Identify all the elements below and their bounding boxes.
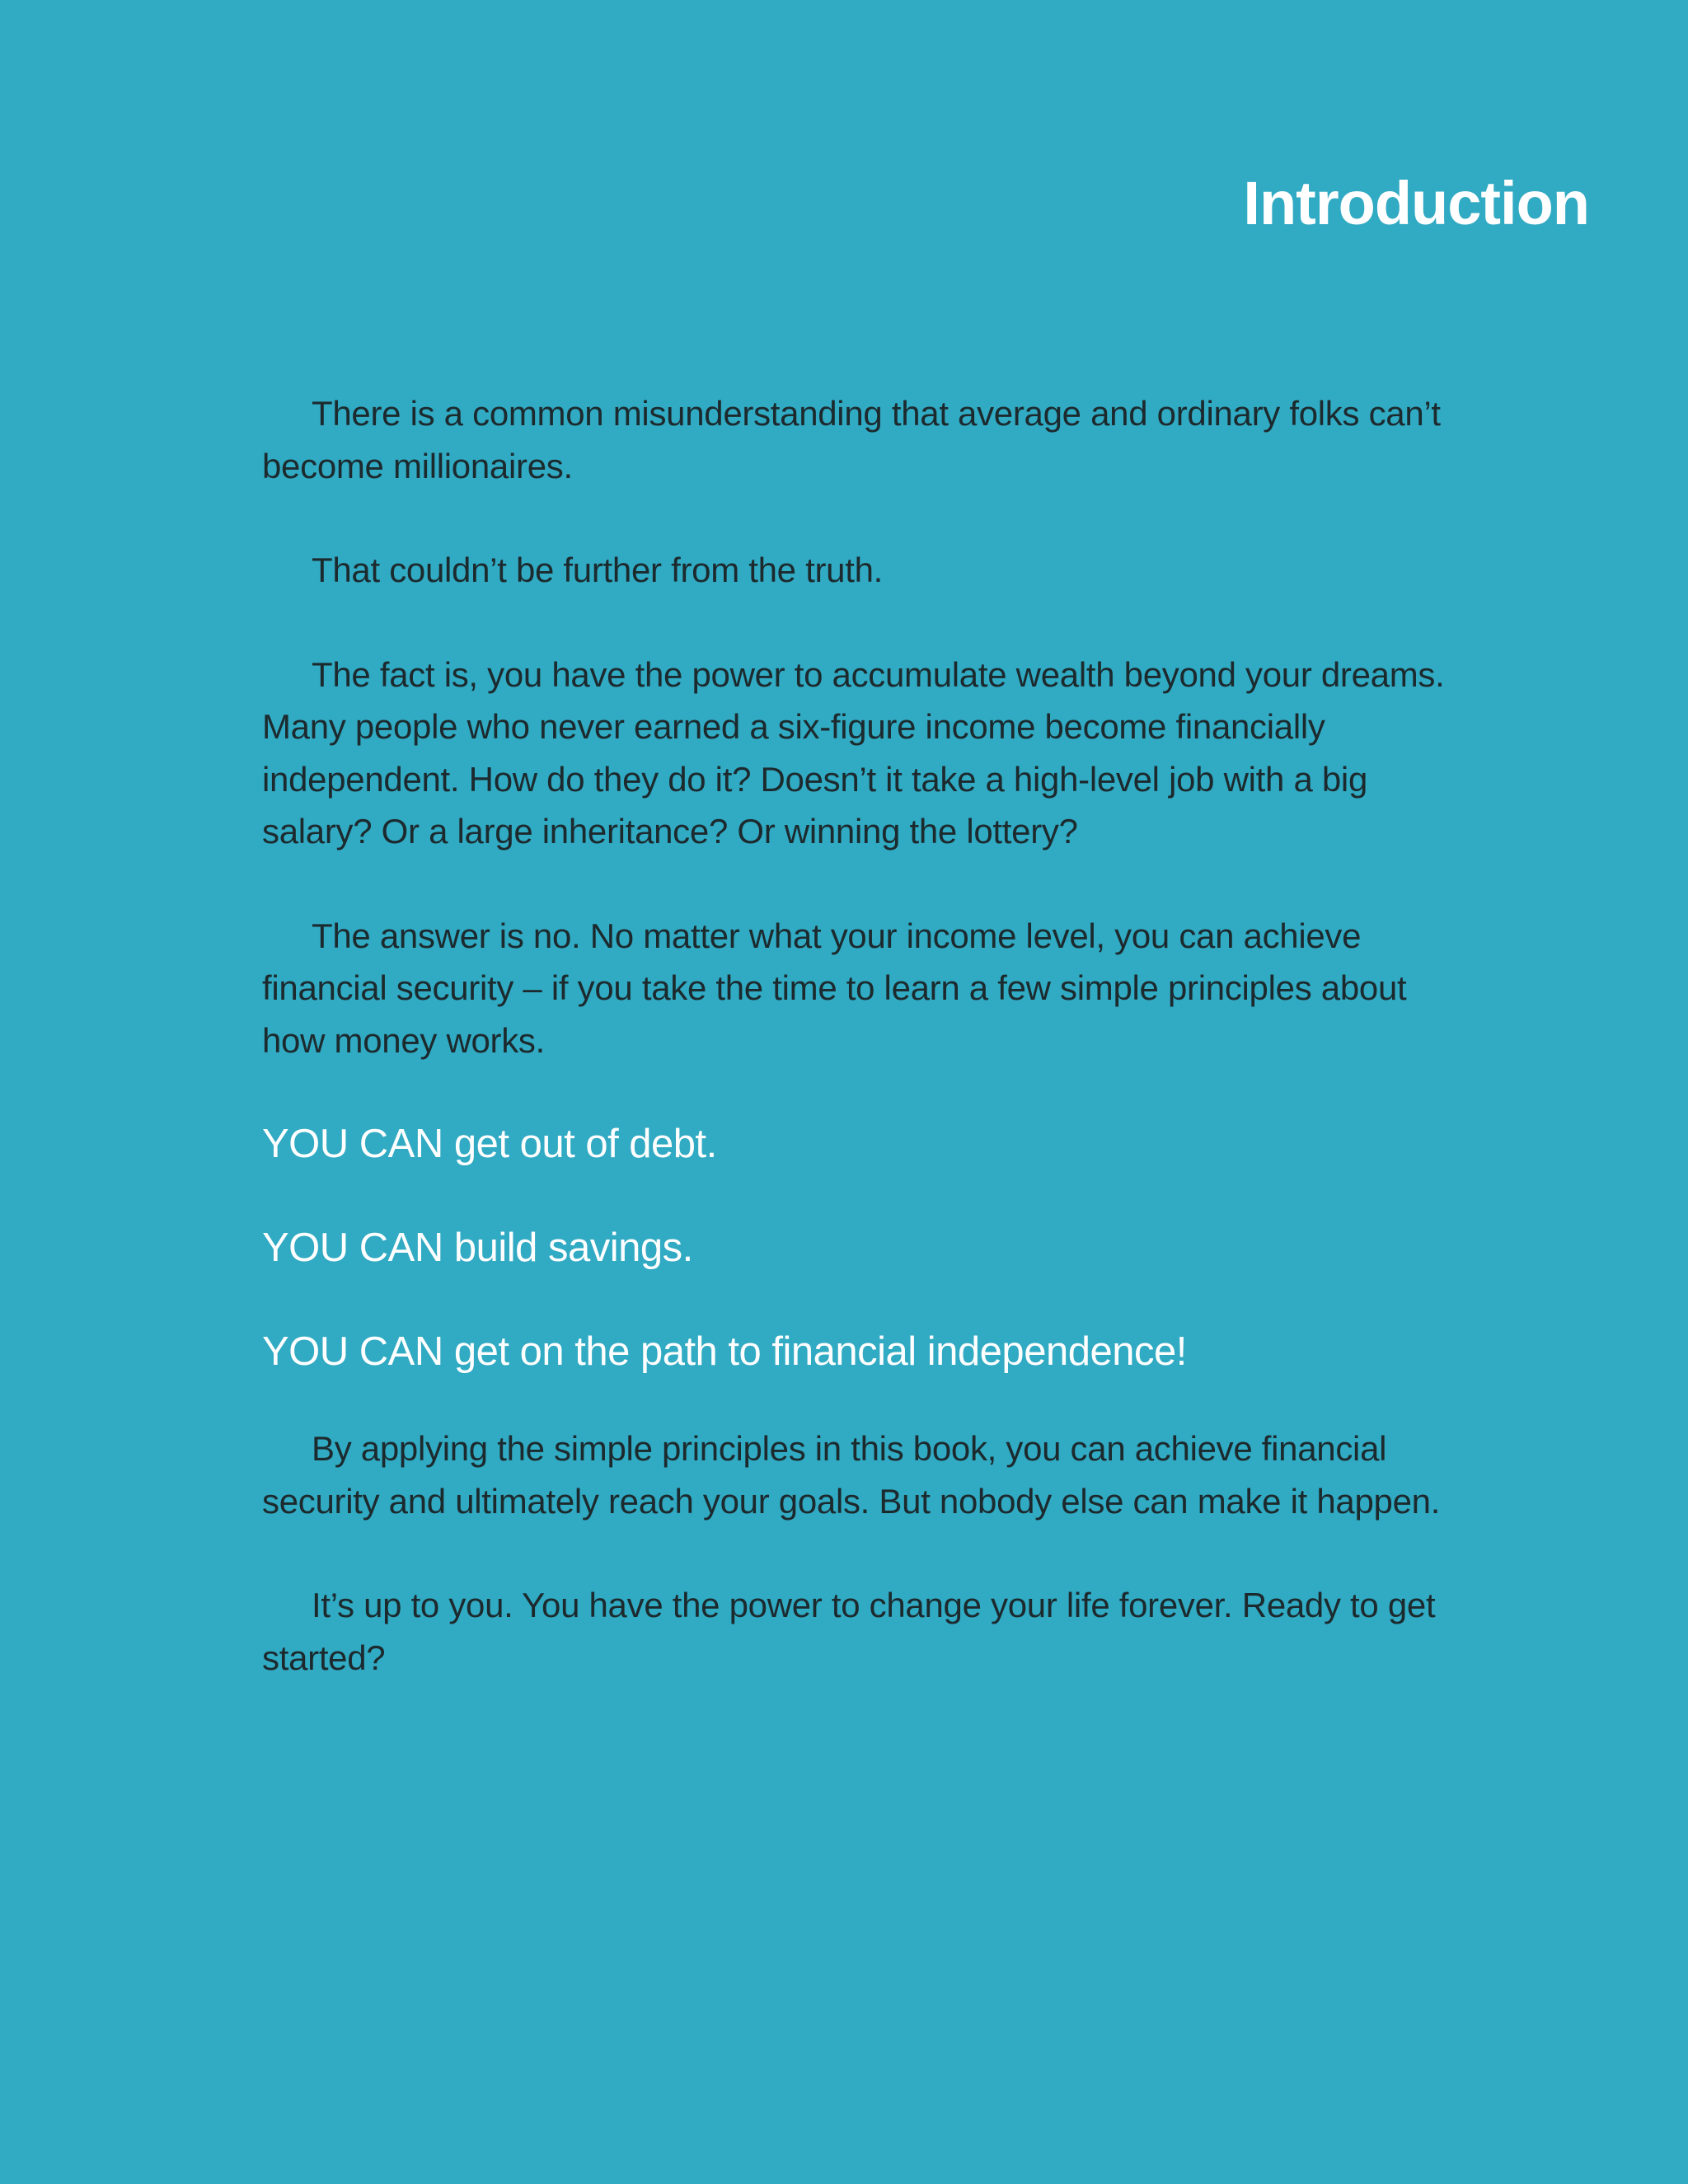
intro-paragraph-2: That couldn’t be further from the truth. (312, 551, 884, 589)
callout-financial-independence: YOU CAN get on the path to financial independence! (262, 1329, 1187, 1374)
intro-paragraph-4: The answer is no. No matter what your income level, you can achieve financial security – if you take the time to learn a few simple principles about how money works. (262, 916, 1407, 1060)
closing-paragraph-2: It’s up to you. You have the power to change your life forever. Ready to get started? (262, 1586, 1436, 1677)
callout-get-out-of-debt: YOU CAN get out of debt. (262, 1122, 717, 1166)
page-title: Introduction (1243, 169, 1589, 237)
intro-paragraph-1: There is a common misunderstanding that average and ordinary folks can’t become millionaires. (262, 394, 1441, 485)
callout-build-savings: YOU CAN build savings. (262, 1226, 693, 1270)
closing-paragraph-1: By applying the simple principles in this book, you can achieve financial security and ultimately reach your goals. But nobody else can make it happen. (262, 1429, 1441, 1521)
intro-paragraph-3: The fact is, you have the power to accumulate wealth beyond your dreams. Many people who never earned a six-figure income become financially independent. How do they do it? Doesn’t it take a high-level job with a big salary? Or a large inheritance? Or winning the lottery? (262, 654, 1445, 851)
page-body (262, 387, 1465, 1736)
